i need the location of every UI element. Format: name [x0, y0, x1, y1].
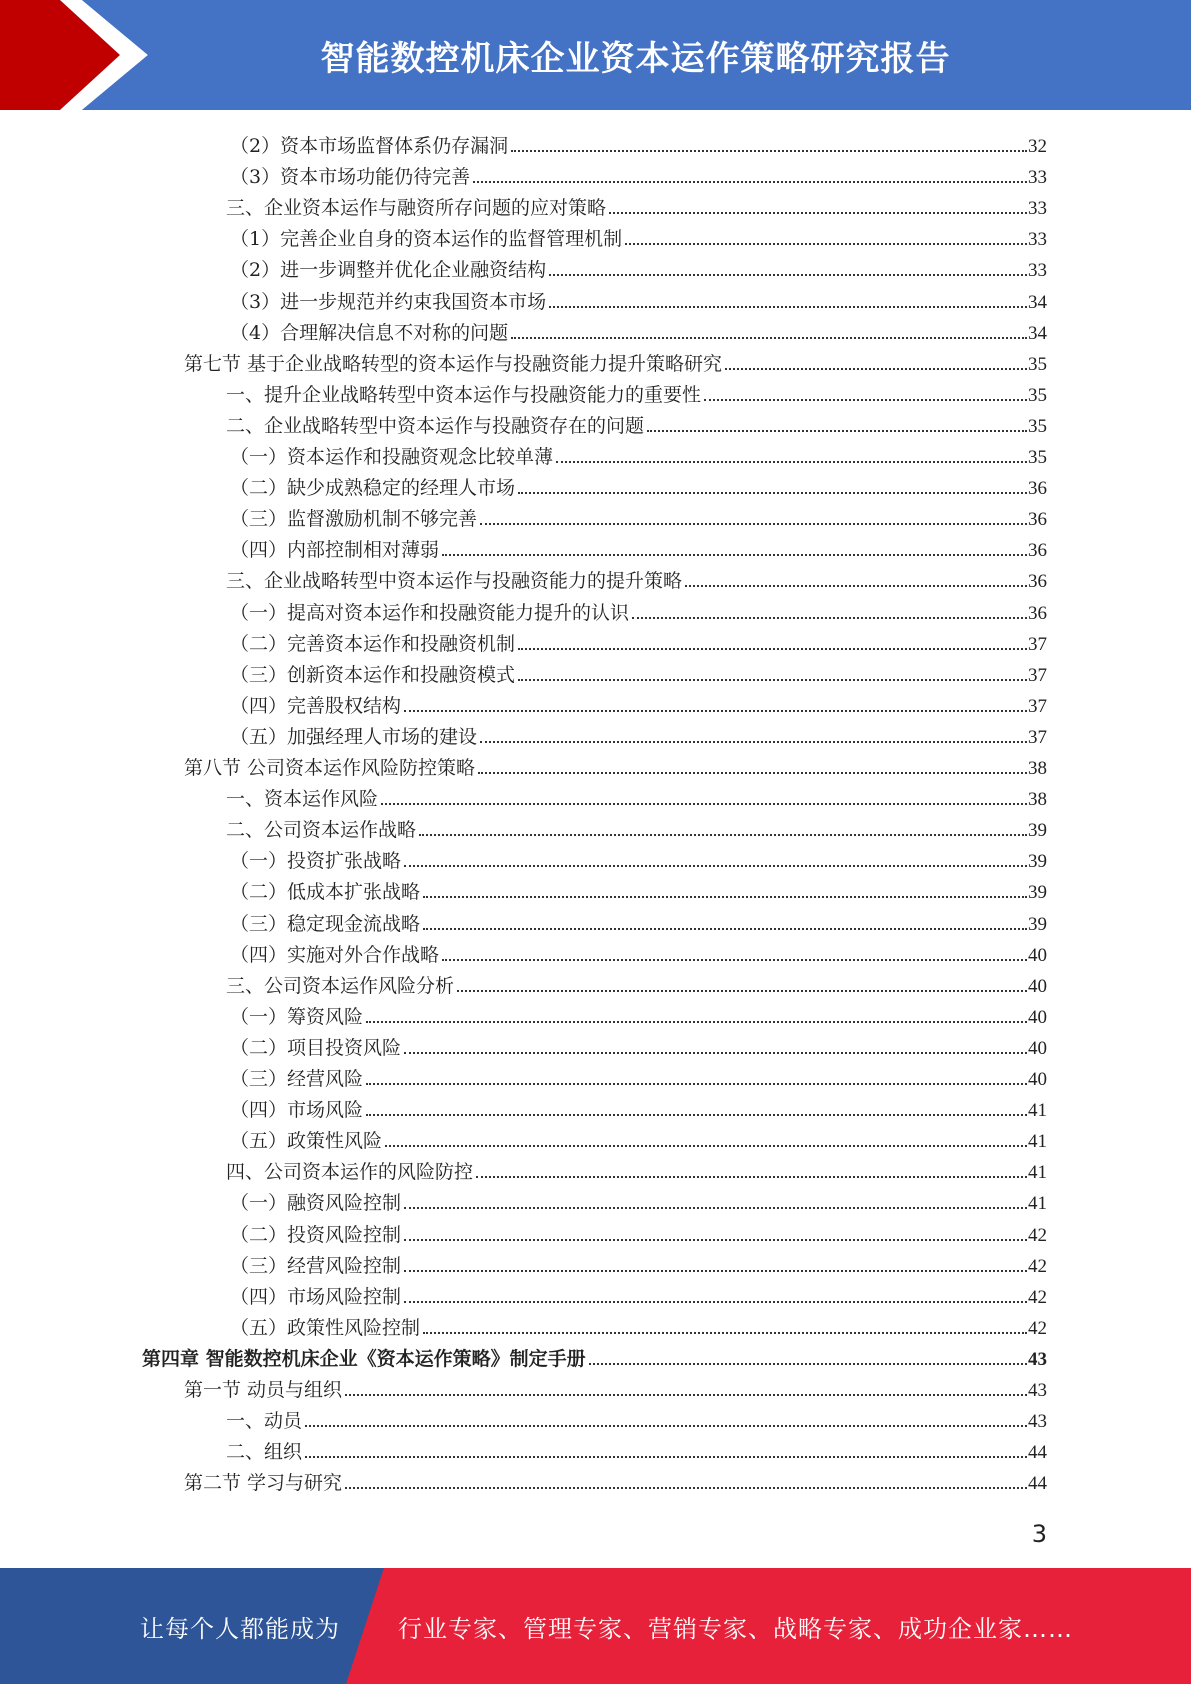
toc-leader-dots [480, 741, 1027, 743]
toc-entry-title: （五）政策性风险控制 [230, 1316, 421, 1339]
toc-leader-dots [725, 368, 1027, 370]
toc-entry[interactable] [226, 1403, 1047, 1433]
toc-entry-title: 第一节 动员与组织 [184, 1379, 343, 1401]
toc-entry[interactable] [230, 688, 1047, 718]
toc-entry-page: 43 [1028, 1348, 1047, 1370]
toc-leader-dots [442, 554, 1027, 556]
toc-entry-title: （二）项目投资风险 [230, 1036, 402, 1059]
toc-leader-dots [556, 461, 1027, 463]
toc-entry-page: 39 [1028, 913, 1047, 935]
toc-leader-dots [549, 274, 1027, 276]
toc-leader-dots [549, 306, 1027, 308]
toc-entry-page: 33 [1028, 198, 1047, 220]
toc-leader-dots [511, 150, 1027, 152]
toc-entry-title: 二、企业战略转型中资本运作与投融资存在的问题 [226, 414, 645, 437]
toc-entry[interactable] [226, 781, 1047, 811]
toc-entry-page: 37 [1028, 695, 1047, 717]
toc-entry-title: （一）融资风险控制 [230, 1192, 402, 1215]
toc-entry[interactable] [230, 1092, 1047, 1122]
toc-entry-title: （三）创新资本运作和投融资模式 [230, 663, 516, 686]
report-title: 智能数控机床企业资本运作策略研究报告 [320, 38, 951, 79]
toc-entry-title: （3）资本市场功能仍待完善 [230, 166, 471, 189]
toc-entry-page: 43 [1028, 1411, 1047, 1433]
toc-entry-title: 第八节 公司资本运作风险防控策略 [184, 757, 476, 779]
toc-leader-dots [404, 1207, 1027, 1209]
page-number: 3 [1031, 1520, 1047, 1548]
toc-leader-dots [609, 212, 1027, 214]
toc-entry-page: 37 [1028, 633, 1047, 655]
toc-entry-title: （五）加强经理人市场的建设 [230, 725, 478, 748]
toc-leader-dots [476, 1176, 1027, 1178]
toc-entry-page: 33 [1028, 260, 1047, 282]
toc-entry-title: （三）稳定现金流战略 [230, 912, 421, 935]
toc-entry-page: 42 [1028, 1317, 1047, 1339]
toc-entry-page: 36 [1028, 540, 1047, 562]
toc-entry-page: 39 [1028, 851, 1047, 873]
toc-entry[interactable] [230, 252, 1047, 282]
toc-entry-title: （2）进一步调整并优化企业融资结构 [230, 259, 547, 282]
toc-leader-dots [345, 1487, 1027, 1489]
toc-leader-dots [518, 648, 1027, 650]
toc-entry-page: 36 [1028, 571, 1047, 593]
toc-entry[interactable] [226, 968, 1047, 998]
toc-entry[interactable] [230, 626, 1047, 656]
toc-entry[interactable] [230, 159, 1047, 189]
toc-entry-title: 第二节 学习与研究 [184, 1472, 343, 1495]
toc-leader-dots [704, 399, 1027, 401]
toc-entry[interactable] [230, 1030, 1047, 1060]
toc-entry-page: 35 [1028, 415, 1047, 437]
toc-entry-title: 三、公司资本运作风险分析 [226, 974, 455, 997]
toc-entry-title: （四）实施对外合作战略 [230, 943, 440, 966]
toc-leader-dots [404, 1301, 1027, 1303]
toc-leader-dots [511, 337, 1027, 339]
toc-entry[interactable] [230, 999, 1047, 1029]
toc-leader-dots [419, 834, 1027, 836]
toc-entry-title: （三）经营风险 [230, 1068, 364, 1090]
footer-slogan-right: 行业专家、管理专家、营销专家、战略专家、成功企业家…… [398, 1614, 1073, 1643]
toc-entry[interactable] [230, 1123, 1047, 1153]
toc-entry-title: （3）进一步规范并约束我国资本市场 [230, 290, 547, 313]
toc-entry[interactable] [230, 1217, 1047, 1247]
toc-entry[interactable] [230, 937, 1047, 967]
toc-entry-title: 三、企业战略转型中资本运作与投融资能力的提升策略 [226, 570, 683, 593]
toc-entry[interactable] [226, 563, 1047, 593]
toc-entry-page: 40 [1028, 1037, 1047, 1059]
toc-leader-dots [478, 772, 1027, 774]
toc-entry[interactable] [226, 1154, 1047, 1184]
toc-entry-page: 40 [1028, 1069, 1047, 1090]
toc-entry-page: 40 [1028, 944, 1047, 966]
toc-entry[interactable] [184, 750, 1047, 780]
toc-leader-dots [473, 181, 1027, 183]
toc-entry-title: （4）合理解决信息不对称的问题 [230, 321, 509, 344]
toc-entry-page: 38 [1028, 789, 1047, 811]
toc-leader-dots [404, 710, 1027, 712]
toc-entry[interactable] [142, 1341, 1047, 1371]
toc-entry-title: （二）投资风险控制 [230, 1223, 402, 1246]
toc-entry[interactable] [230, 874, 1047, 904]
toc-entry-page: 42 [1028, 1224, 1047, 1246]
toc-leader-dots [457, 990, 1027, 992]
toc-leader-dots [381, 803, 1027, 805]
toc-entry-page: 33 [1028, 167, 1047, 189]
toc-entry-page: 37 [1028, 726, 1047, 748]
toc-leader-dots [647, 430, 1027, 432]
toc-entry[interactable] [230, 1061, 1047, 1091]
toc-entry-title: （四）市场风险 [230, 1099, 364, 1122]
toc-entry[interactable] [230, 439, 1047, 469]
toc-entry-page: 44 [1028, 1442, 1047, 1464]
toc-entry-title: （四）内部控制相对薄弱 [230, 539, 440, 562]
toc-entry-title: （四）市场风险控制 [230, 1285, 402, 1308]
toc-leader-dots [423, 896, 1027, 898]
toc-entry-page: 35 [1028, 384, 1047, 406]
toc-entry-title: （一）投资扩张战略 [230, 850, 402, 873]
toc-entry-page: 32 [1028, 136, 1047, 157]
toc-entry-title: 一、提升企业战略转型中资本运作与投融资能力的重要性 [226, 383, 702, 406]
toc-entry-title: （一）提高对资本运作和投融资能力提升的认识 [230, 601, 630, 624]
toc-entry[interactable] [230, 284, 1047, 314]
toc-entry[interactable] [230, 719, 1047, 749]
toc-entry-page: 39 [1028, 882, 1047, 904]
toc-leader-dots [685, 585, 1027, 587]
toc-entry-title: （一）资本运作和投融资观念比较单薄 [230, 446, 554, 468]
toc-entry[interactable] [230, 595, 1047, 625]
toc-leader-dots [442, 959, 1027, 961]
toc-leader-dots [625, 243, 1027, 245]
toc-entry[interactable] [184, 1372, 1047, 1402]
toc-entry[interactable] [230, 501, 1047, 531]
toc-entry-title: （二）低成本扩张战略 [230, 881, 421, 904]
toc-entry[interactable] [230, 843, 1047, 873]
toc-entry-page: 41 [1028, 1100, 1047, 1122]
toc-leader-dots [404, 1270, 1027, 1272]
toc-entry-title: 三、企业资本运作与融资所存问题的应对策略 [226, 197, 607, 220]
toc-leader-dots [345, 1394, 1027, 1396]
toc-leader-dots [404, 865, 1027, 867]
toc-entry[interactable] [184, 1465, 1047, 1495]
toc-entry[interactable] [230, 657, 1047, 687]
toc-entry-title: （四）完善股权结构 [230, 694, 402, 717]
toc-leader-dots [589, 1363, 1027, 1365]
toc-entry[interactable] [226, 1434, 1047, 1464]
toc-entry[interactable] [230, 1248, 1047, 1278]
toc-entry-title: （三）经营风险控制 [230, 1254, 402, 1277]
toc-entry-page: 40 [1028, 975, 1047, 997]
toc-entry-page: 38 [1028, 758, 1047, 779]
footer-slogan-left: 让每个人都能成为 [140, 1614, 340, 1643]
toc-entry-page: 36 [1028, 602, 1047, 624]
toc-leader-dots [366, 1021, 1027, 1023]
toc-entry-page: 35 [1028, 353, 1047, 375]
toc-entry[interactable] [226, 408, 1047, 438]
toc-entry-page: 34 [1028, 322, 1047, 344]
toc-entry-page: 34 [1028, 291, 1047, 313]
toc-entry[interactable] [230, 221, 1047, 251]
toc-entry[interactable] [230, 532, 1047, 562]
toc-entry[interactable] [230, 128, 1047, 158]
toc-entry-title: 四、公司资本运作的风险防控 [226, 1161, 474, 1184]
toc-entry-title: （五）政策性风险 [230, 1130, 383, 1153]
toc-entry-page: 36 [1028, 509, 1047, 531]
toc-leader-dots [404, 1239, 1027, 1241]
toc-entry[interactable] [230, 315, 1047, 345]
toc-leader-dots [404, 1052, 1027, 1054]
toc-entry-title: 第七节 基于企业战略转型的资本运作与投融资能力提升策略研究 [184, 352, 723, 375]
toc-entry-page: 40 [1028, 1006, 1047, 1028]
toc-leader-dots [385, 1145, 1027, 1147]
toc-entry-page: 42 [1028, 1286, 1047, 1308]
toc-entry-title: （二）缺少成熟稳定的经理人市场 [230, 477, 516, 500]
toc-entry[interactable] [230, 1310, 1047, 1340]
toc-entry-page: 41 [1028, 1193, 1047, 1215]
toc-entry-title: 二、公司资本运作战略 [226, 819, 417, 842]
toc-leader-dots [632, 617, 1027, 619]
toc-entry-page: 41 [1028, 1162, 1047, 1184]
toc-entry-page: 43 [1028, 1380, 1047, 1401]
toc-entry[interactable] [226, 190, 1047, 220]
toc-entry-title: （1）完善企业自身的资本运作的监督管理机制 [230, 228, 623, 251]
toc-entry-title: （二）完善资本运作和投融资机制 [230, 632, 516, 655]
page-footer [0, 1568, 1191, 1684]
toc-entry-title: （三）监督激励机制不够完善 [230, 508, 478, 531]
toc-entry-title: 一、资本运作风险 [226, 788, 379, 811]
toc-entry-page: 36 [1028, 478, 1047, 500]
toc-entry[interactable] [184, 346, 1047, 376]
toc-entry-page: 42 [1028, 1255, 1047, 1277]
toc-entry-title: （一）筹资风险 [230, 1005, 364, 1028]
toc-leader-dots [518, 679, 1027, 681]
toc-entry-page: 35 [1028, 447, 1047, 468]
toc-leader-dots [423, 928, 1027, 930]
toc-leader-dots [423, 1332, 1027, 1334]
toc-entry[interactable] [230, 1185, 1047, 1215]
toc-entry-page: 39 [1028, 820, 1047, 842]
toc-leader-dots [366, 1083, 1027, 1085]
toc-leader-dots [366, 1114, 1027, 1116]
toc-entry-title: 二、组织 [226, 1441, 303, 1464]
toc-leader-dots [305, 1425, 1027, 1427]
toc-leader-dots [305, 1456, 1027, 1458]
toc-entry[interactable] [226, 812, 1047, 842]
toc-entry[interactable] [226, 377, 1047, 407]
toc-leader-dots [518, 492, 1027, 494]
toc-entry-page: 44 [1028, 1473, 1047, 1495]
toc-entry-title: 第四章 智能数控机床企业《资本运作策略》制定手册 [142, 1347, 586, 1370]
toc-entry[interactable] [230, 1279, 1047, 1309]
toc-entry-page: 41 [1028, 1131, 1047, 1153]
toc-entry[interactable] [230, 906, 1047, 936]
toc-entry-page: 37 [1028, 664, 1047, 686]
toc-entry-title: 一、动员 [226, 1410, 303, 1433]
toc-leader-dots [480, 523, 1027, 525]
toc-entry-page: 33 [1028, 229, 1047, 251]
page-header [0, 0, 1191, 110]
toc-entry[interactable] [230, 470, 1047, 500]
toc-entry-title: （2）资本市场监督体系仍存漏洞 [230, 135, 509, 157]
